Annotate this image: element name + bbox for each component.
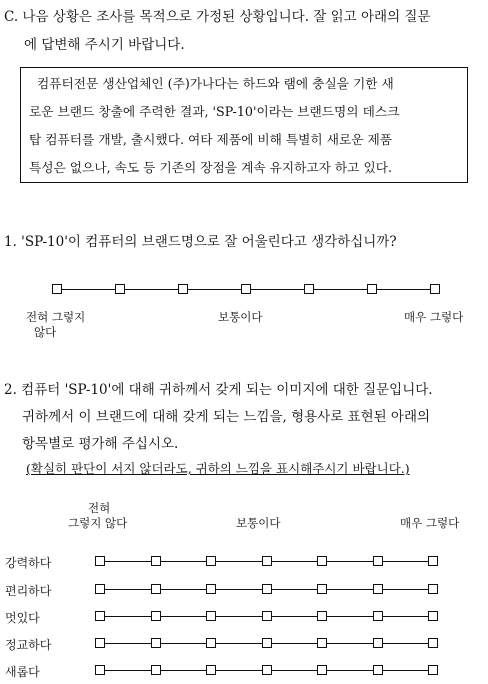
question-2-note: (확실히 판단이 서지 않더라도, 귀하의 느낌을 표시해주시기 바랍니다.) — [26, 461, 410, 476]
q2-item-label-2: 편리하다 — [5, 584, 52, 598]
scenario-line-4: 특성은 없으나, 속도 등 기존의 장점을 계속 유지하고자 하고 있다. — [29, 160, 393, 175]
q1-option-1[interactable] — [52, 284, 62, 294]
q2-item-5-option-1[interactable] — [95, 665, 105, 675]
q1-option-3[interactable] — [178, 284, 188, 294]
q2-item-4-option-7[interactable] — [428, 638, 438, 648]
q2-item-3-option-2[interactable] — [151, 611, 161, 621]
q2-item-4-option-3[interactable] — [206, 638, 216, 648]
intro-line-1: C. 나음 상황은 조사를 목적으로 가정된 상황입니다. 잘 읽고 아래의 질문 — [4, 9, 431, 25]
q2-item-4-option-6[interactable] — [373, 638, 383, 648]
scenario-line-2: 로운 브랜드 창출에 주력한 결과, 'SP-10'이라는 브랜드명의 데스크 — [29, 104, 400, 119]
q1-mid-label: 보통이다 — [218, 310, 263, 324]
q2-item-2-option-1[interactable] — [95, 584, 105, 594]
q2-item-2-option-7[interactable] — [428, 584, 438, 594]
q2-item-label-5: 새롭다 — [5, 665, 40, 679]
q1-option-4[interactable] — [241, 284, 251, 294]
q2-item-3-option-1[interactable] — [95, 611, 105, 621]
q2-item-3-option-6[interactable] — [373, 611, 383, 621]
q1-left-label: 전혀 그렇지 — [26, 310, 86, 324]
question-2-line-3: 항목별로 평가해 주십시오. — [22, 436, 179, 452]
q2-scale-row — [95, 583, 445, 597]
q2-item-1-option-6[interactable] — [373, 556, 383, 566]
q2-item-2-option-3[interactable] — [206, 584, 216, 594]
q1-left-label-cont: 않다 — [34, 325, 57, 339]
q2-item-1-option-5[interactable] — [317, 556, 327, 566]
q2-item-3-option-7[interactable] — [428, 611, 438, 621]
q2-item-1-option-3[interactable] — [206, 556, 216, 566]
q2-item-1-option-7[interactable] — [428, 556, 438, 566]
q2-header-left-1: 전혀 — [88, 501, 111, 515]
q2-item-4-option-4[interactable] — [262, 638, 272, 648]
q2-scale-row — [95, 664, 445, 678]
q1-option-2[interactable] — [115, 284, 125, 294]
q2-item-4-option-1[interactable] — [95, 638, 105, 648]
q1-option-5[interactable] — [304, 284, 314, 294]
q2-item-1-option-1[interactable] — [95, 556, 105, 566]
q2-item-3-option-5[interactable] — [317, 611, 327, 621]
question-2-line-1: 2. 컴퓨터 'SP-10'에 대해 귀하께서 갖게 되는 이미지에 대한 질문입니다. — [4, 382, 433, 398]
q2-item-5-option-4[interactable] — [262, 665, 272, 675]
scenario-line-3: 탑 컴퓨터를 개발, 출시했다. 여타 제품에 비해 특별히 새로운 제품 — [29, 132, 393, 147]
q2-header-left-2: 그렇지 않다 — [68, 516, 128, 530]
q2-item-5-option-5[interactable] — [317, 665, 327, 675]
q2-item-2-option-6[interactable] — [373, 584, 383, 594]
q2-scale-row — [95, 637, 445, 651]
intro-line-2: 에 답변해 주시기 바랍니다. — [24, 37, 185, 53]
q1-option-7[interactable] — [430, 284, 440, 294]
q2-item-4-option-2[interactable] — [151, 638, 161, 648]
q2-item-5-option-6[interactable] — [373, 665, 383, 675]
q2-item-5-option-3[interactable] — [206, 665, 216, 675]
q2-item-1-option-4[interactable] — [262, 556, 272, 566]
q2-item-label-1: 강력하다 — [5, 556, 52, 570]
q2-header-right: 매우 그렇다 — [400, 516, 460, 530]
q2-item-3-option-3[interactable] — [206, 611, 216, 621]
q1-option-6[interactable] — [367, 284, 377, 294]
q2-item-2-option-2[interactable] — [151, 584, 161, 594]
question-2-line-2: 귀하께서 이 브랜드에 대해 갖게 되는 느낌을, 형용사로 표현된 아래의 — [22, 409, 431, 425]
scenario-box — [20, 67, 468, 183]
scenario-line-1: 컴퓨터전문 생산업체인 (주)가나다는 하드와 램에 충실을 기한 새 — [37, 76, 394, 91]
question-1-text: 1. 'SP-10'이 컴퓨터의 브랜드명으로 잘 어울린다고 생각하십니까? — [4, 234, 397, 250]
q2-item-2-option-5[interactable] — [317, 584, 327, 594]
q2-scale-row — [95, 555, 445, 569]
q2-item-label-4: 정교하다 — [5, 638, 52, 652]
question-1-scale — [52, 283, 444, 297]
q2-item-5-option-2[interactable] — [151, 665, 161, 675]
q2-item-3-option-4[interactable] — [262, 611, 272, 621]
q2-item-2-option-4[interactable] — [262, 584, 272, 594]
q2-item-label-3: 멋있다 — [5, 611, 40, 625]
q2-item-5-option-7[interactable] — [428, 665, 438, 675]
q2-header-mid: 보통이다 — [236, 516, 281, 530]
q2-scale-row — [95, 610, 445, 624]
q1-right-label: 매우 그렇다 — [404, 310, 464, 324]
q2-item-4-option-5[interactable] — [317, 638, 327, 648]
q2-item-1-option-2[interactable] — [151, 556, 161, 566]
